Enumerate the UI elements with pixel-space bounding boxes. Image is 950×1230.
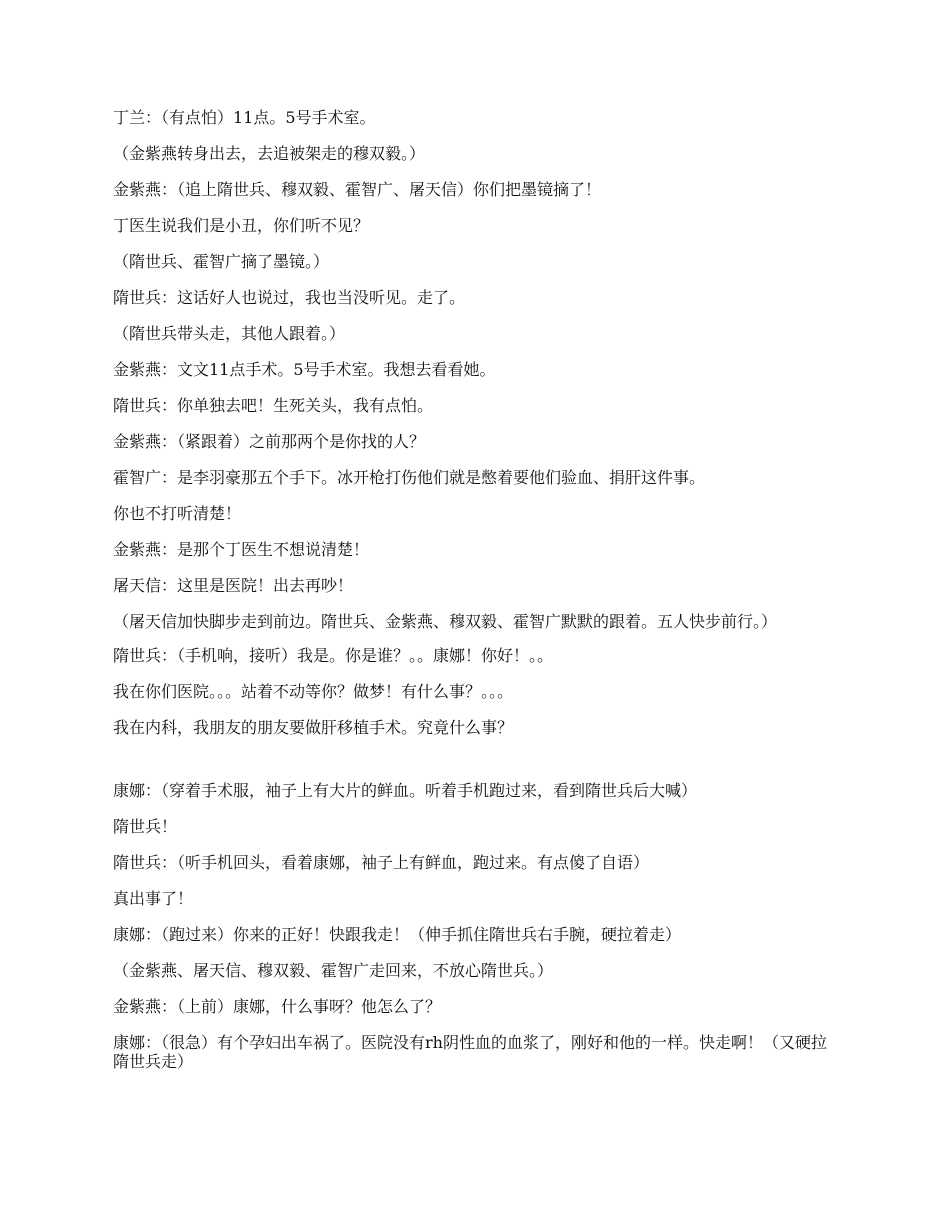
paragraph: （隋世兵、霍智广摘了墨镜。） [113,252,330,271]
paragraph: （金紫燕转身出去，去追被架走的穆双毅。） [113,144,426,163]
paragraph: 丁兰：（有点怕）11点。5号手术室。 [113,108,376,127]
paragraph: 金紫燕：文文11点手术。5号手术室。我想去看看她。 [113,360,496,379]
paragraph: 丁医生说我们是小丑，你们听不见？ [113,216,370,235]
paragraph: 隋世兵！ [113,817,178,836]
paragraph: 康娜：（很急）有个孕妇出车祸了。医院没有rh阴性血的血浆了，刚好和他的一样。快走啊！（又硬拉隋世兵走） [113,1033,827,1071]
document-body [113,108,841,1086]
blank-line [113,754,841,781]
paragraph: 霍智广：是李羽豪那五个手下。冰开枪打伤他们就是憋着要他们验血、捐肝这件事。 [113,468,706,487]
paragraph: 我在内科，我朋友的朋友要做肝移植手术。究竟什么事？ [113,718,514,737]
paragraph: 隋世兵：（手机响，接听）我是。你是谁？。。康娜！你好！。。 [113,646,554,665]
paragraph: 金紫燕：是那个丁医生不想说清楚！ [113,540,370,559]
paragraph: 康娜：（跑过来）你来的正好！快跟我走！（伸手抓住隋世兵右手腕，硬拉着走） [113,925,682,944]
paragraph: （金紫燕、屠天信、穆双毅、霍智广走回来，不放心隋世兵。） [113,961,554,980]
paragraph: 隋世兵：（听手机回头，看着康娜，袖子上有鲜血，跑过来。有点傻了自语） [113,853,650,872]
paragraph: 我在你们医院。。。站着不动等你？做梦！有什么事？。。。 [113,682,514,701]
paragraph: 金紫燕：（上前）康娜，什么事呀？他怎么了？ [113,997,442,1016]
paragraph: 你也不打听清楚！ [113,504,242,523]
paragraph: 康娜：（穿着手术服，袖子上有大片的鲜血。听着手机跑过来，看到隋世兵后大喊） [113,781,698,800]
paragraph: 隋世兵：你单独去吧！生死关头，我有点怕。 [113,396,434,415]
paragraph: 金紫燕：（追上隋世兵、穆双毅、霍智广、屠天信）你们把墨镜摘了！ [113,180,602,199]
paragraph: （隋世兵带头走，其他人跟着。） [113,324,346,343]
paragraph: 屠天信：这里是医院！出去再吵！ [113,576,354,595]
paragraph: 金紫燕：（紧跟着）之前那两个是你找的人？ [113,432,426,451]
paragraph: 隋世兵：这话好人也说过，我也当没听见。走了。 [113,288,466,307]
paragraph: （屠天信加快脚步走到前边。隋世兵、金紫燕、穆双毅、霍智广默默的跟着。五人快步前行。） [113,612,778,631]
paragraph: 真出事了！ [113,889,194,908]
